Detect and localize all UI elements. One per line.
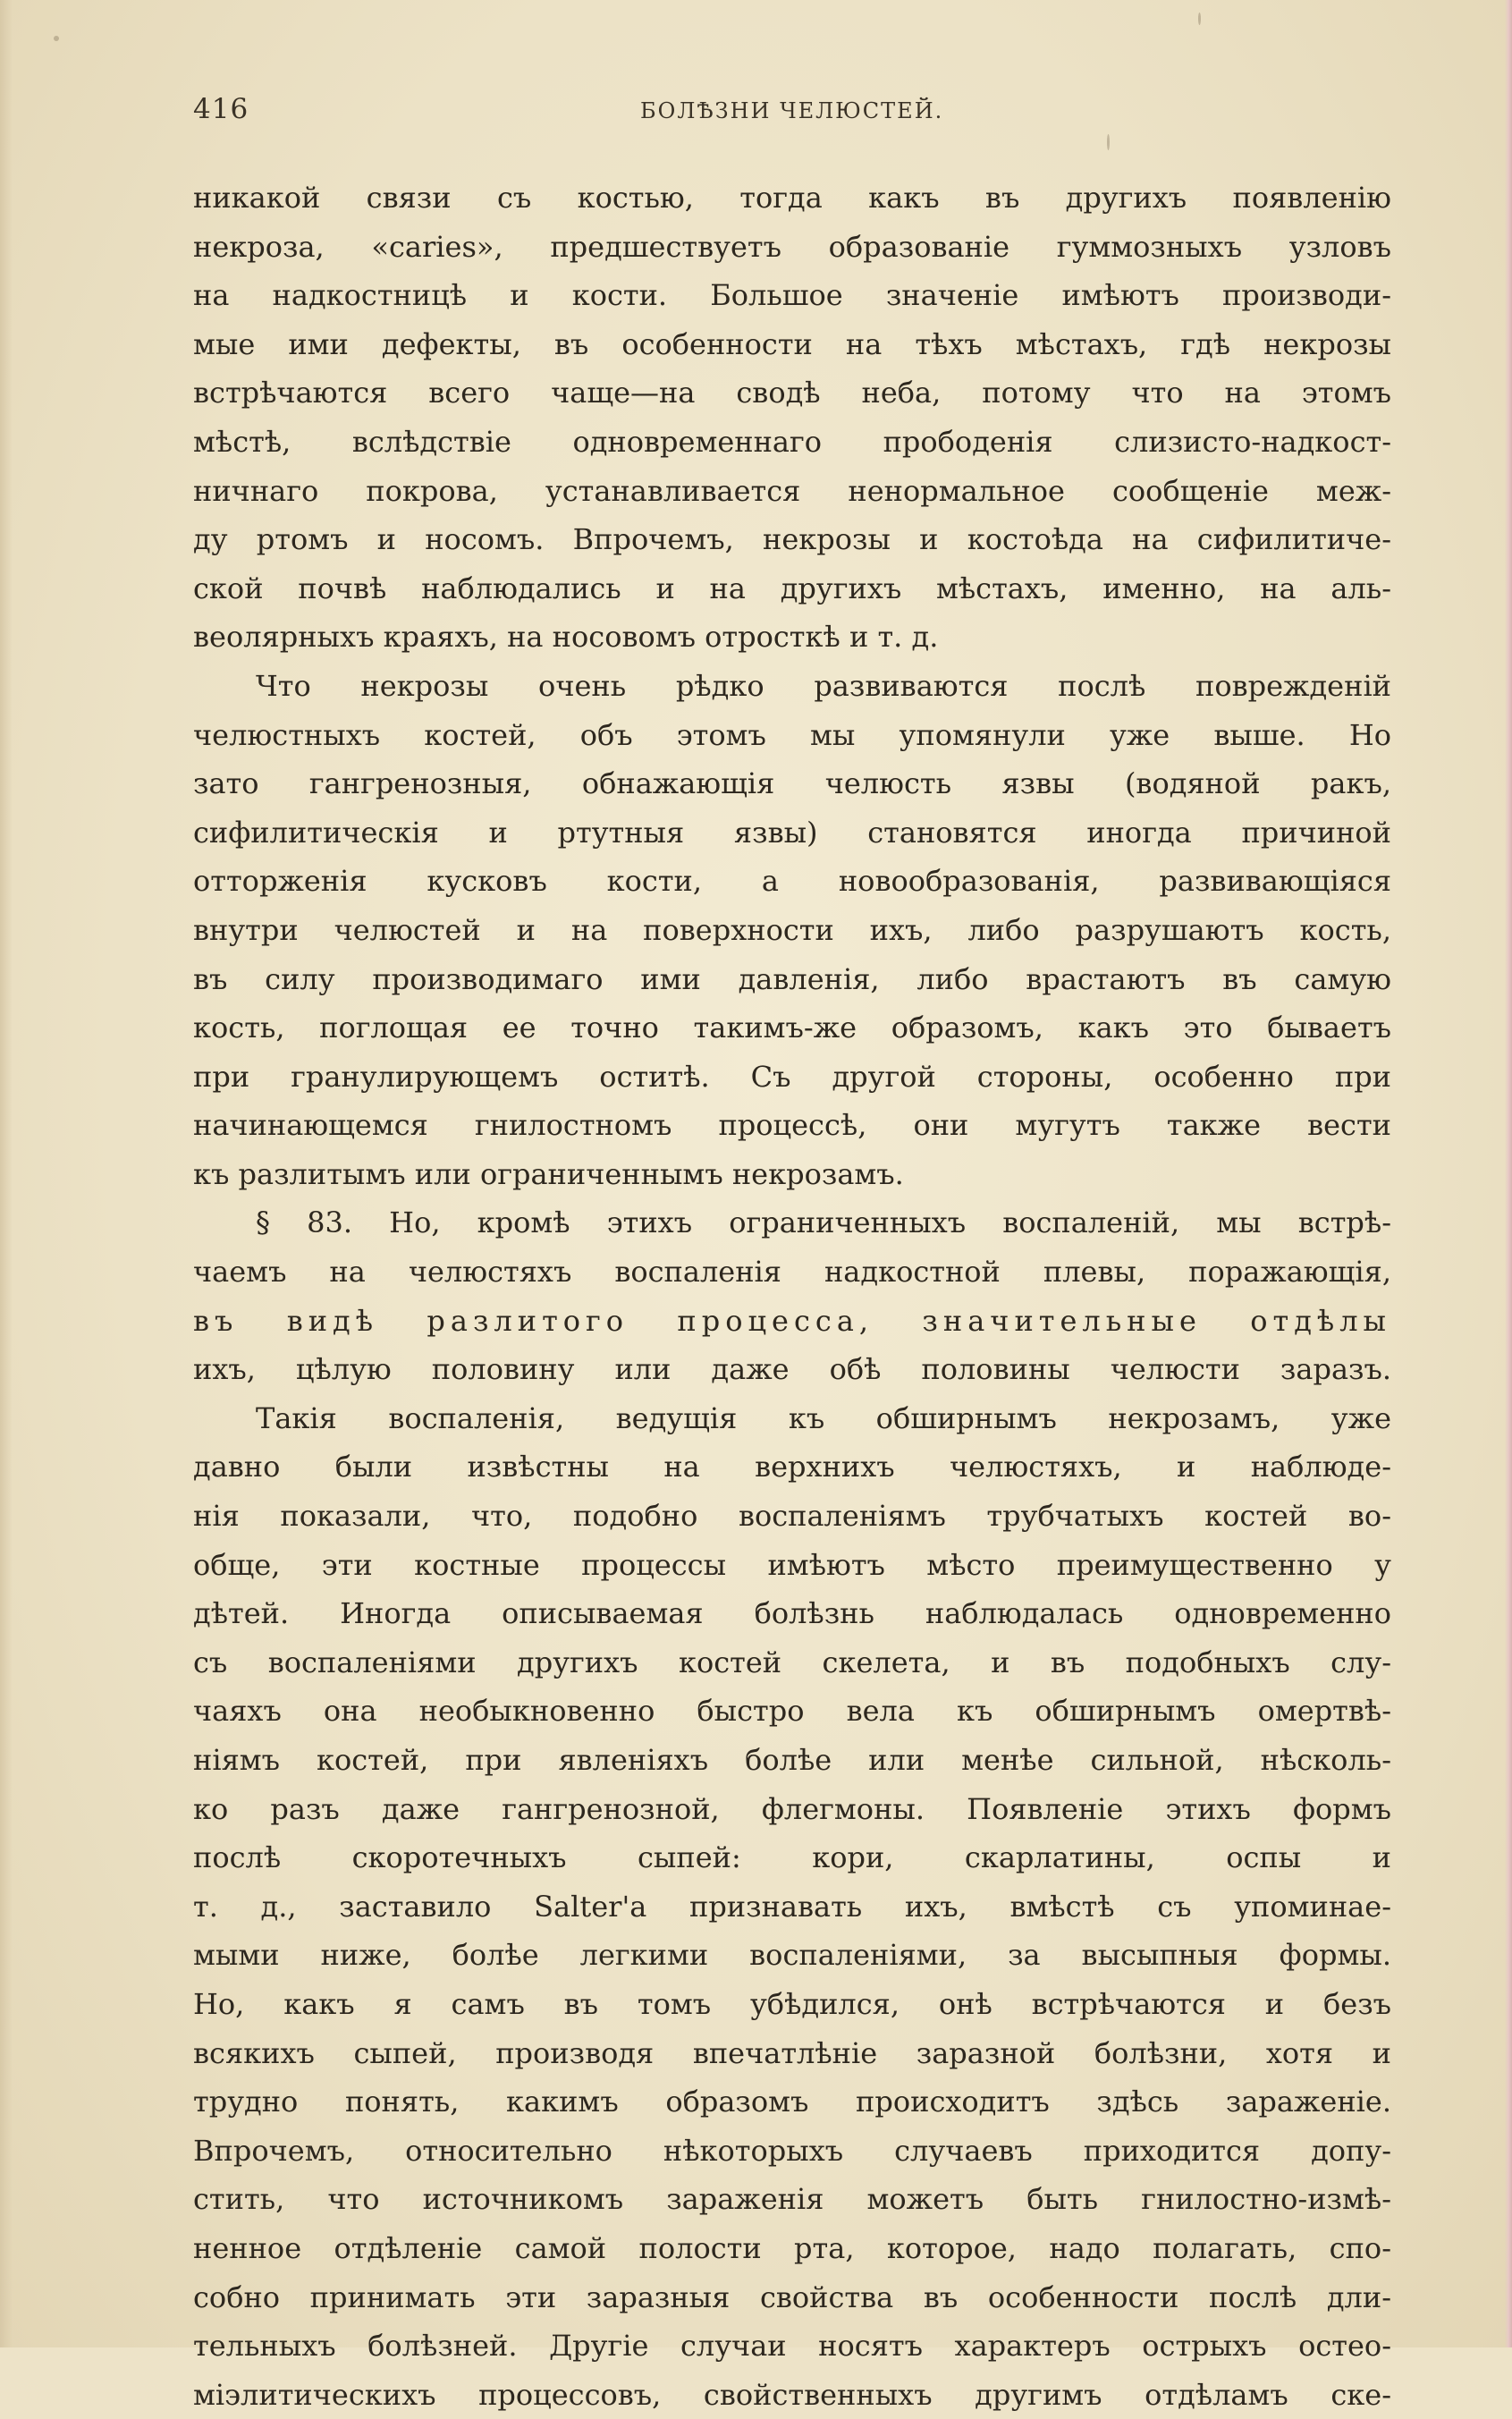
text-line: некроза, «caries», предшествуетъ образованіе гуммозныхъ узловъ [193, 229, 1391, 264]
text-line: Что некрозы очень рѣдко развиваются послѣ поврежденій [256, 668, 1391, 703]
text-line: ду ртомъ и носомъ. Впрочемъ, некрозы и костоѣда на сифилитиче- [193, 522, 1391, 557]
text-line: начинающемся гнилостномъ процессѣ, они мугутъ также вести [193, 1108, 1391, 1143]
text-line: мыми ниже, болѣе легкими воспаленіями, за высыпныя формы. [193, 1938, 1391, 1973]
text-line: т. д., заставило Salter'а признавать ихъ, вмѣстѣ съ упоминае- [193, 1889, 1391, 1924]
page-header [193, 93, 1388, 129]
paper-speck [1107, 134, 1110, 150]
text-line: мѣстѣ, вслѣдствіе одновременнаго прободенія слизисто-надкост- [193, 424, 1391, 459]
text-line: Впрочемъ, относительно нѣкоторыхъ случаевъ приходится допу- [193, 2133, 1391, 2168]
text-line: въ силу производимаго ими давленія, либо врастаютъ въ самую [193, 961, 1391, 996]
text-line: въ видѣ разлитого процесса, значительные отдѣлы [193, 1303, 1391, 1338]
text-line: стить, что источникомъ зараженія можетъ быть гнилостно-измѣ- [193, 2182, 1391, 2217]
text-line: послѣ скоротечныхъ сыпей: кори, скарлатины, оспы и [193, 1840, 1391, 1875]
page-number: 416 [193, 93, 249, 125]
text-line: веолярныхъ краяхъ, на носовомъ отросткѣ и т. д. [193, 620, 939, 655]
page-right-edge [1505, 0, 1512, 2347]
text-line: тельныхъ болѣзней. Другіе случаи носятъ характеръ острыхъ остео- [193, 2329, 1391, 2364]
text-line: трудно понять, какимъ образомъ происходитъ здѣсь зараженіе. [193, 2085, 1391, 2119]
text-line: ской почвѣ наблюдались и на другихъ мѣстахъ, именно, на аль- [193, 571, 1391, 605]
text-line: Но, какъ я самъ въ томъ убѣдился, онѣ встрѣчаются и безъ [193, 1986, 1391, 2021]
text-line: челюстныхъ костей, объ этомъ мы упомянули уже выше. Но [193, 717, 1391, 752]
text-line: ніямъ костей, при явленіяхъ болѣе или менѣе сильной, нѣсколь- [193, 1743, 1391, 1777]
text-line: § 83. Но, кромѣ этихъ ограниченныхъ воспаленій, мы встрѣ- [256, 1205, 1391, 1240]
text-line: чаемъ на челюстяхъ воспаленія надкостной плевы, поражающія, [193, 1255, 1391, 1290]
text-line: всякихъ сыпей, производя впечатлѣніе заразной болѣзни, хотя и [193, 2035, 1391, 2070]
text-line: внутри челюстей и на поверхности ихъ, либо разрушаютъ кость, [193, 912, 1391, 947]
text-line: ничнаго покрова, устанавливается ненормальное сообщеніе меж- [193, 473, 1391, 508]
text-line: встрѣчаются всего чаще—на сводѣ неба, потому что на этомъ [193, 376, 1391, 410]
text-line: къ разлитымъ или ограниченнымъ некрозамъ. [193, 1156, 904, 1191]
paper-speck [1198, 13, 1201, 25]
text-line: при гранулирующемъ оститѣ. Съ другой стороны, особенно при [193, 1059, 1391, 1094]
text-line: отторженія кусковъ кости, а новообразованія, развивающіяся [193, 864, 1391, 899]
body-text [193, 173, 1391, 2419]
text-line: Такія воспаленія, ведущія къ обширнымъ некрозамъ, уже [256, 1400, 1391, 1435]
text-line: мые ими дефекты, въ особенности на тѣхъ мѣстахъ, гдѣ некрозы [193, 326, 1391, 361]
text-line: кость, поглощая ее точно такимъ-же образомъ, какъ это бываетъ [193, 1011, 1391, 1045]
text-line: съ воспаленіями другихъ костей скелета, и въ подобныхъ слу- [193, 1645, 1391, 1679]
text-line: никакой связи съ костью, тогда какъ въ другихъ появленію [193, 181, 1391, 215]
text-line: зато гангренозныя, обнажающія челюсть язвы (водяной ракъ, [193, 766, 1391, 801]
text-line: ненное отдѣленіе самой полости рта, которое, надо полагать, спо- [193, 2230, 1391, 2265]
text-line: на надкостницѣ и кости. Большое значеніе имѣютъ производи- [193, 278, 1391, 313]
text-line: давно были извѣстны на верхнихъ челюстяхъ, и наблюде- [193, 1450, 1391, 1484]
text-line: собно принимать эти заразныя свойства въ особенности послѣ дли- [193, 2279, 1391, 2314]
text-line: обще, эти костные процессы имѣютъ мѣсто преимущественно у [193, 1547, 1391, 1582]
text-line: дѣтей. Иногда описываемая болѣзнь наблюдалась одновременно [193, 1596, 1391, 1631]
text-line: ко разъ даже гангренозной, флегмоны. Появленіе этихъ формъ [193, 1791, 1391, 1826]
running-head: БОЛѢЗНИ ЧЕЛЮСТЕЙ. [640, 98, 944, 123]
text-line: сифилитическія и ртутныя язвы) становятся иногда причиной [193, 815, 1391, 850]
text-line: чаяхъ она необыкновенно быстро вела къ обширнымъ омертвѣ- [193, 1694, 1391, 1729]
page-left-edge [0, 0, 13, 2347]
text-line: ихъ, цѣлую половину или даже обѣ половины челюсти заразъ. [193, 1352, 1391, 1387]
text-line: нія показали, что, подобно воспаленіямъ трубчатыхъ костей во- [193, 1499, 1391, 1534]
paper-speck [54, 36, 59, 41]
text-line: міэлитическихъ процессовъ, свойственныхъ другимъ отдѣламъ ске- [193, 2377, 1391, 2412]
